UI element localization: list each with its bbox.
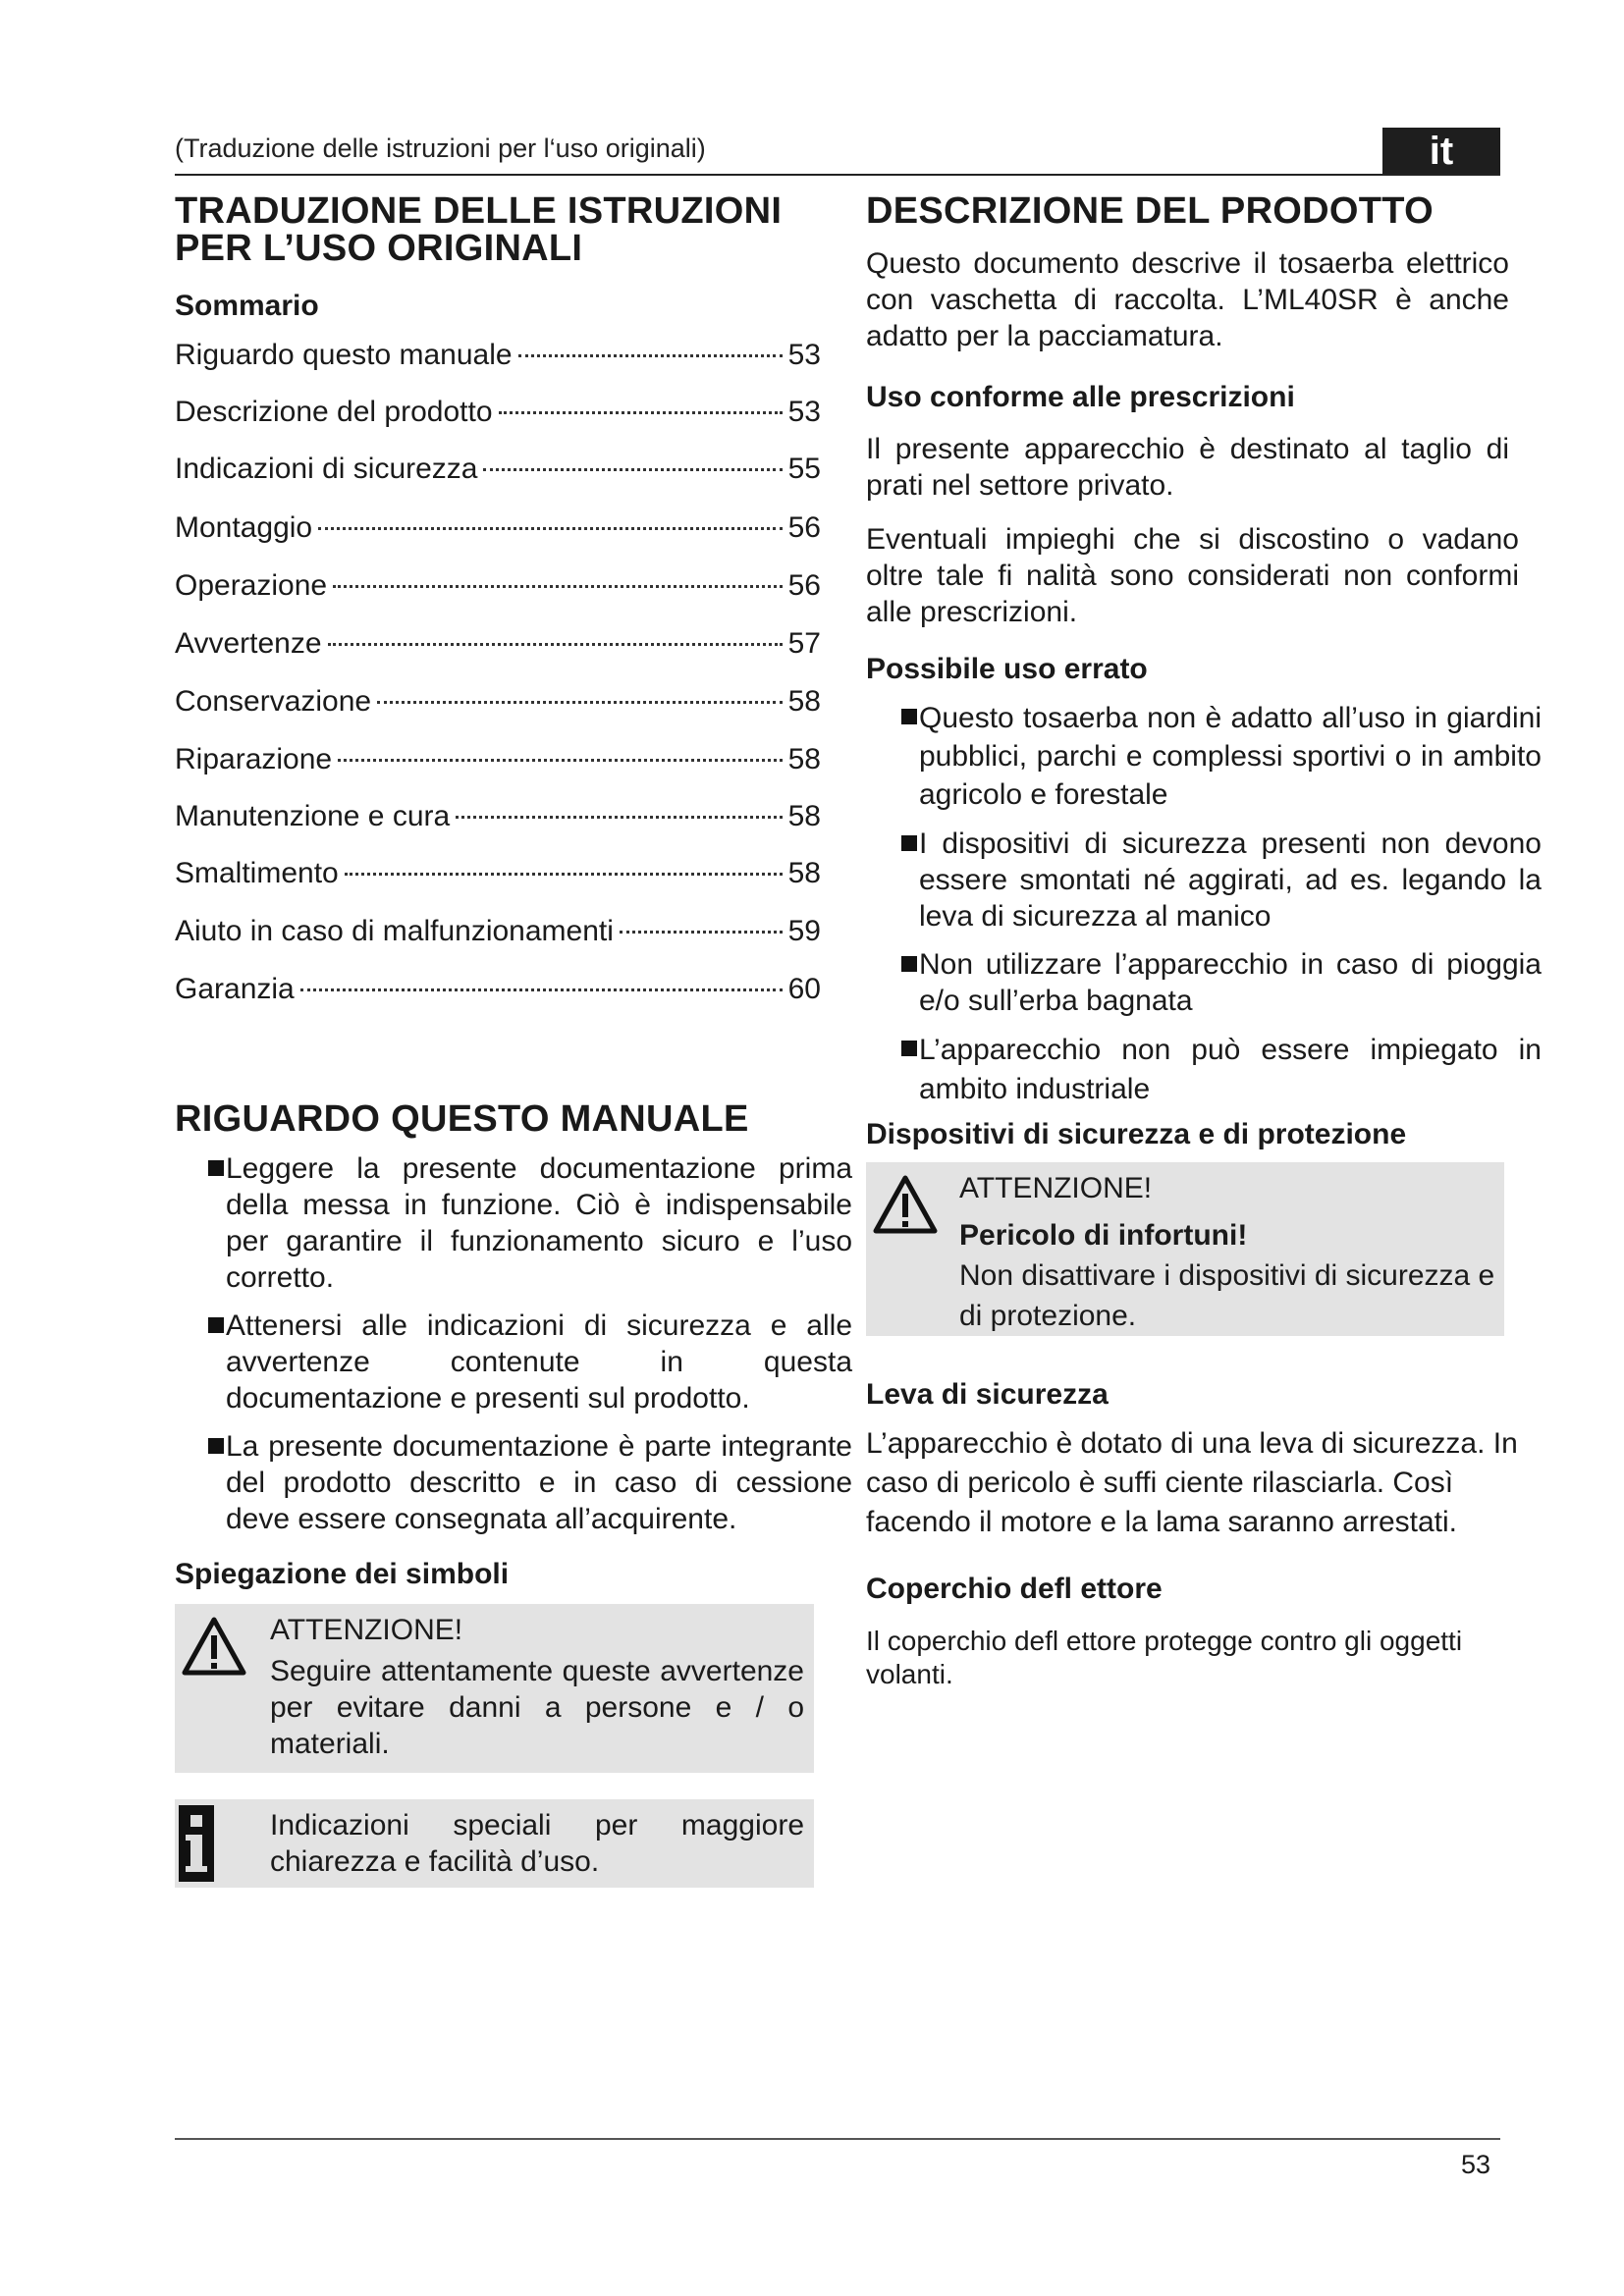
toc-row[interactable]: Operazione 56 [175,569,821,602]
square-bullet-icon [208,1438,224,1454]
toc-row[interactable]: Manutenzione e cura 58 [175,800,821,832]
square-bullet-icon [901,709,917,724]
warning-triangle-icon [181,1616,247,1677]
toc-row[interactable]: Conservazione 58 [175,685,821,718]
danger-subtitle: Pericolo di infortuni! [959,1219,1248,1252]
warning-text: Seguire attentamente queste avvertenze per evitare danni a persone e / o materiali. [270,1655,804,1760]
list-item: Questo tosaerba non è adatto all’uso in giardini pubblici, parchi e complessi sportivi o in ambito agricolo e forestale [866,699,1542,814]
toc-row[interactable]: Indicazioni di sicurezza 55 [175,453,821,485]
warning-box [175,1604,814,1773]
list-item: Attenersi alle indicazioni di sicurezza e alle avvertenze contenute in questa documentazione e presenti sul prodotto. [175,1308,852,1416]
toc-row[interactable]: Riparazione 58 [175,743,821,775]
square-bullet-icon [208,1160,224,1176]
toc-row[interactable]: Aiuto in caso di malfunzionamenti 59 [175,915,821,947]
danger-title: ATTENZIONE! [959,1172,1153,1204]
document-title: TRADUZIONE DELLE ISTRUZIONI PER L’USO ORIGINALI [175,190,783,269]
danger-box [866,1162,1504,1336]
toc-row[interactable]: Garanzia 60 [175,973,821,1005]
list-item: Non utilizzare l’apparecchio in caso di pioggia e/o sull’erba bagnata [866,946,1542,1019]
header-subtitle: (Traduzione delle istruzioni per l‘uso originali) [175,133,706,163]
page-number: 53 [1461,2150,1491,2179]
list-item: I dispositivi di sicurezza presenti non devono essere smontati né aggirati, ad es. legando la leva di sicurezza al manico [866,826,1542,934]
safety-lever-heading: Leva di sicurezza [866,1378,1109,1411]
safety-lever-text: L’apparecchio è dotato di una leva di sicurezza. In caso di pericolo è suffi ciente rilasciarla. Così facendo il motore e la lama saranno arrestati. [866,1427,1518,1538]
misuse-heading: Possibile uso errato [866,653,1148,685]
intended-use-heading: Uso conforme alle prescrizioni [866,381,1295,413]
toc-row[interactable]: Descrizione del prodotto 53 [175,396,821,428]
toc-row[interactable]: Avvertenze 57 [175,627,821,660]
list-item: Leggere la presente documentazione prima della messa in funzione. Ciò è indispensabile per garantire il funzionamento sicuro e l’uso corretto. [175,1150,852,1296]
manual-bullet-list [175,1150,852,1537]
right-column [866,192,1542,1691]
square-bullet-icon [208,1317,224,1333]
intended-use-text-2: Eventuali impieghi che si discostino o vadano oltre tale fi nalità sono considerati non conformi alle prescrizioni. [866,523,1519,628]
language-badge: it [1382,128,1500,175]
square-bullet-icon [901,956,917,972]
square-bullet-icon [901,1041,917,1056]
intended-use-text: Il presente apparecchio è destinato al taglio di prati nel settore privato. [866,433,1509,502]
misuse-bullet-list [866,699,1542,1109]
symbols-heading: Spiegazione dei simboli [175,1558,510,1590]
deflector-text: Il coperchio defl ettore protegge contro gli oggetti volanti. [866,1626,1463,1689]
list-item: L’apparecchio non può essere impiegato in ambito industriale [866,1031,1542,1109]
warning-title: ATTENZIONE! [270,1614,463,1646]
manual-section-title: RIGUARDO QUESTO MANUALE [175,1098,749,1140]
left-column [175,192,852,1888]
toc-row[interactable]: Smaltimento 58 [175,857,821,889]
header-rule [175,174,1500,176]
info-box [175,1799,814,1888]
deflector-heading: Coperchio defl ettore [866,1573,1163,1605]
product-intro: Questo documento descrive il tosaerba elettrico con vaschetta di raccolta. L’ML40SR è anche adatto per la pacciamatura. [866,247,1509,352]
toc-heading: Sommario [175,290,319,322]
danger-text: Non disattivare i dispositivi di sicurezza e di protezione. [959,1259,1495,1332]
info-text: Indicazioni speciali per maggiore chiarezza e facilità d’uso. [270,1809,804,1878]
square-bullet-icon [901,835,917,851]
table-of-contents [175,338,852,1007]
list-item: La presente documentazione è parte integrante del prodotto descritto e in caso di cessione deve essere consegnata all’acquirente. [175,1428,852,1537]
footer-rule [175,2138,1500,2140]
product-section-title: DESCRIZIONE DEL PRODOTTO [866,190,1434,232]
toc-row[interactable]: Riguardo questo manuale 53 [175,339,821,371]
safety-devices-heading: Dispositivi di sicurezza e di protezione [866,1118,1407,1150]
toc-row[interactable]: Montaggio 56 [175,511,821,544]
warning-triangle-icon [872,1174,939,1235]
info-icon [179,1805,214,1882]
